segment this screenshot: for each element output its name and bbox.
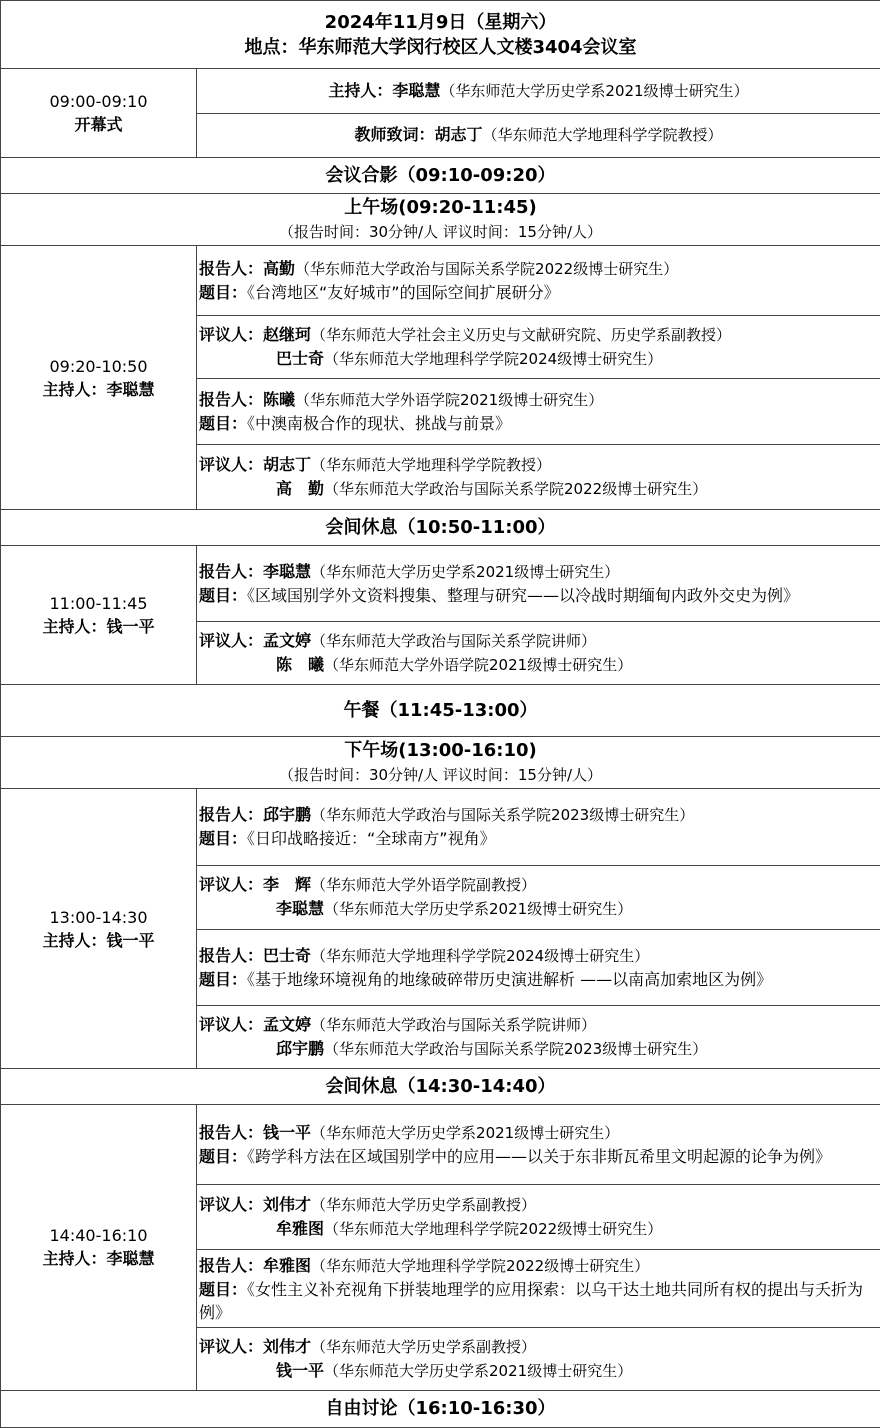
report-topic: 《台湾地区“友好城市”的国际空间扩展研分》 — [247, 283, 560, 302]
report-block: 报告人：牟雅图（华东师范大学地理科学学院2022级博士研究生） 题目：《女性主义补充视角下拼装地理学的应用探索：以乌干达土地共同所有权的提出与夭折为例》 — [197, 1249, 880, 1327]
report-block: 报告人：邱宇鹏（华东师范大学政治与国际关系学院2023级博士研究生） 题目：《日印战略接近：“全球南方”视角》 — [197, 789, 880, 865]
conference-location: 地点：华东师范大学闵行校区人文楼3404会议室 — [244, 36, 637, 58]
opening-host-row: 主持人：李聪慧（华东师范大学历史学系2021级博士研究生） — [197, 69, 880, 113]
opening-time: 09:00-09:10 — [49, 92, 148, 112]
session-host: 主持人：李聪慧 — [42, 1249, 155, 1269]
session-time: 11:00-11:45 — [49, 593, 148, 613]
session-time: 13:00-14:30 — [49, 907, 148, 927]
conference-date: 2024年11月9日（星期六） — [324, 11, 557, 33]
report-topic: 《女性主义补充视角下拼装地理学的应用探索：以乌干达土地共同所有权的提出与夭折为例》 — [199, 1279, 864, 1322]
session-host: 主持人：李聪慧 — [42, 379, 155, 399]
session-time-cell — [1, 246, 197, 509]
morning-title: 上午场(09:20-11:45) — [344, 196, 537, 218]
afternoon-session-header — [1, 736, 880, 788]
report-block: 报告人：高勤（华东师范大学政治与国际关系学院2022级博士研究生） 题目：《台湾地区“友好城市”的国际空间扩展研分》 — [197, 246, 880, 315]
opening-label: 开幕式 — [74, 115, 123, 135]
reviewer-name: 刘伟才 — [263, 1336, 312, 1356]
reporter-name: 陈曦 — [263, 390, 296, 410]
group-photo-row: 会议合影（09:10-09:20） — [1, 157, 880, 193]
morning-note: （报告时间：30分钟/人 评议时间：15分钟/人） — [278, 222, 603, 241]
reviewer-name: 李 辉 — [263, 875, 312, 895]
reviewer-name: 邱宇鹏 — [276, 1039, 325, 1059]
opening-speech-row: 教师致词：胡志丁（华东师范大学地理科学学院教授） — [197, 113, 880, 157]
report-block: 报告人：巴士奇（华东师范大学地理科学学院2024级博士研究生） 题目：《基于地缘环境视角的地缘破碎带历史演进解析 ——以南高加索地区为例》 — [197, 930, 880, 1006]
reporter-name: 巴士奇 — [263, 946, 312, 966]
break-row: 会间休息（14:30-14:40） — [1, 1068, 880, 1104]
report-topic: 《基于地缘环境视角的地缘破碎带历史演进解析 ——以南高加索地区为例》 — [247, 970, 773, 990]
opening-time-cell — [1, 69, 197, 157]
lunch-row: 午餐（11:45-13:00） — [1, 684, 880, 736]
review-block: 评议人：李 辉（华东师范大学外语学院副教授） 李聪慧（华东师范大学历史学系2021级博士研究生） — [197, 865, 880, 929]
reviewer-name: 孟文婷 — [263, 631, 312, 651]
session-host: 主持人：钱一平 — [42, 930, 155, 950]
report-topic: 《日印战略接近：“全球南方”视角》 — [247, 829, 496, 849]
reviewer-name: 牟雅图 — [276, 1219, 325, 1239]
review-block: 评议人：刘伟才（华东师范大学历史学系副教授） 牟雅图（华东师范大学地理科学学院2022级博士研究生） — [197, 1185, 880, 1249]
report-block: 报告人：陈曦（华东师范大学外语学院2021级博士研究生） 题目：《中澳南极合作的现状、挑战与前景》 — [197, 379, 880, 445]
reviewer-name: 李聪慧 — [276, 899, 325, 919]
reporter-name: 钱一平 — [263, 1123, 312, 1143]
session-host: 主持人：钱一平 — [42, 616, 155, 636]
reporter-name: 牟雅图 — [263, 1255, 312, 1275]
afternoon-title: 下午场(13:00-16:10) — [344, 739, 537, 761]
free-discussion-row: 自由讨论（16:10-16:30） — [1, 1390, 880, 1427]
review-block: 评议人：刘伟才（华东师范大学历史学系副教授） 钱一平（华东师范大学历史学系2021级博士研究生） — [197, 1328, 880, 1390]
opening-host-name: 李聪慧 — [392, 80, 441, 100]
session-time: 09:20-10:50 — [49, 356, 148, 376]
review-block: 评议人：胡志丁（华东师范大学地理科学学院教授） 高 勤（华东师范大学政治与国际关系学院2022级博士研究生） — [197, 445, 880, 509]
reporter-name: 邱宇鹏 — [263, 805, 312, 825]
reviewer-name: 巴士奇 — [276, 348, 325, 368]
session-time-cell — [1, 789, 197, 1069]
reviewer-name: 刘伟才 — [263, 1195, 312, 1215]
report-topic: 《跨学科方法在区域国别学中的应用——以关于东非斯瓦希里文明起源的论争为例》 — [247, 1147, 832, 1167]
report-topic: 《区域国别学外文资料搜集、整理与研究——以冷战时期缅甸内政外交史为例》 — [247, 586, 800, 606]
reporter-name: 高勤 — [263, 259, 296, 278]
review-block: 评议人：孟文婷（华东师范大学政治与国际关系学院讲师） 邱宇鹏（华东师范大学政治与国际关系学院2023级博士研究生） — [197, 1006, 880, 1068]
reporter-name: 李聪慧 — [263, 562, 312, 582]
opening-speech-name: 胡志丁 — [434, 125, 483, 145]
review-block: 评议人：孟文婷（华东师范大学政治与国际关系学院讲师） 陈 曦（华东师范大学外语学院2021级博士研究生） — [197, 622, 880, 684]
reviewer-name: 赵继珂 — [263, 324, 312, 344]
session-time-cell — [1, 1105, 197, 1391]
session-time: 14:40-16:10 — [49, 1226, 148, 1246]
afternoon-note: （报告时间：30分钟/人 评议时间：15分钟/人） — [278, 765, 603, 784]
reviewer-name: 孟文婷 — [263, 1015, 312, 1035]
reviewer-name: 高 勤 — [276, 479, 325, 499]
report-block: 报告人：钱一平（华东师范大学历史学系2021级博士研究生） 题目：《跨学科方法在区域国别学中的应用——以关于东非斯瓦希里文明起源的论争为例》 — [197, 1105, 880, 1185]
schedule-header — [1, 1, 880, 69]
report-topic: 《中澳南极合作的现状、挑战与前景》 — [247, 414, 512, 434]
reviewer-name: 陈 曦 — [276, 655, 325, 675]
session-time-cell — [1, 545, 197, 684]
break-row: 会间休息（10:50-11:00） — [1, 509, 880, 545]
morning-session-header — [1, 194, 880, 246]
reviewer-name: 胡志丁 — [263, 455, 312, 475]
reviewer-name: 钱一平 — [276, 1360, 325, 1380]
review-block: 评议人：赵继珂（华东师范大学社会主义历史与文献研究院、历史学系副教授） 巴士奇（华东师范大学地理科学学院2024级博士研究生） — [197, 315, 880, 378]
report-block: 报告人：李聪慧（华东师范大学历史学系2021级博士研究生） 题目：《区域国别学外文资料搜集、整理与研究——以冷战时期缅甸内政外交史为例》 — [197, 545, 880, 621]
